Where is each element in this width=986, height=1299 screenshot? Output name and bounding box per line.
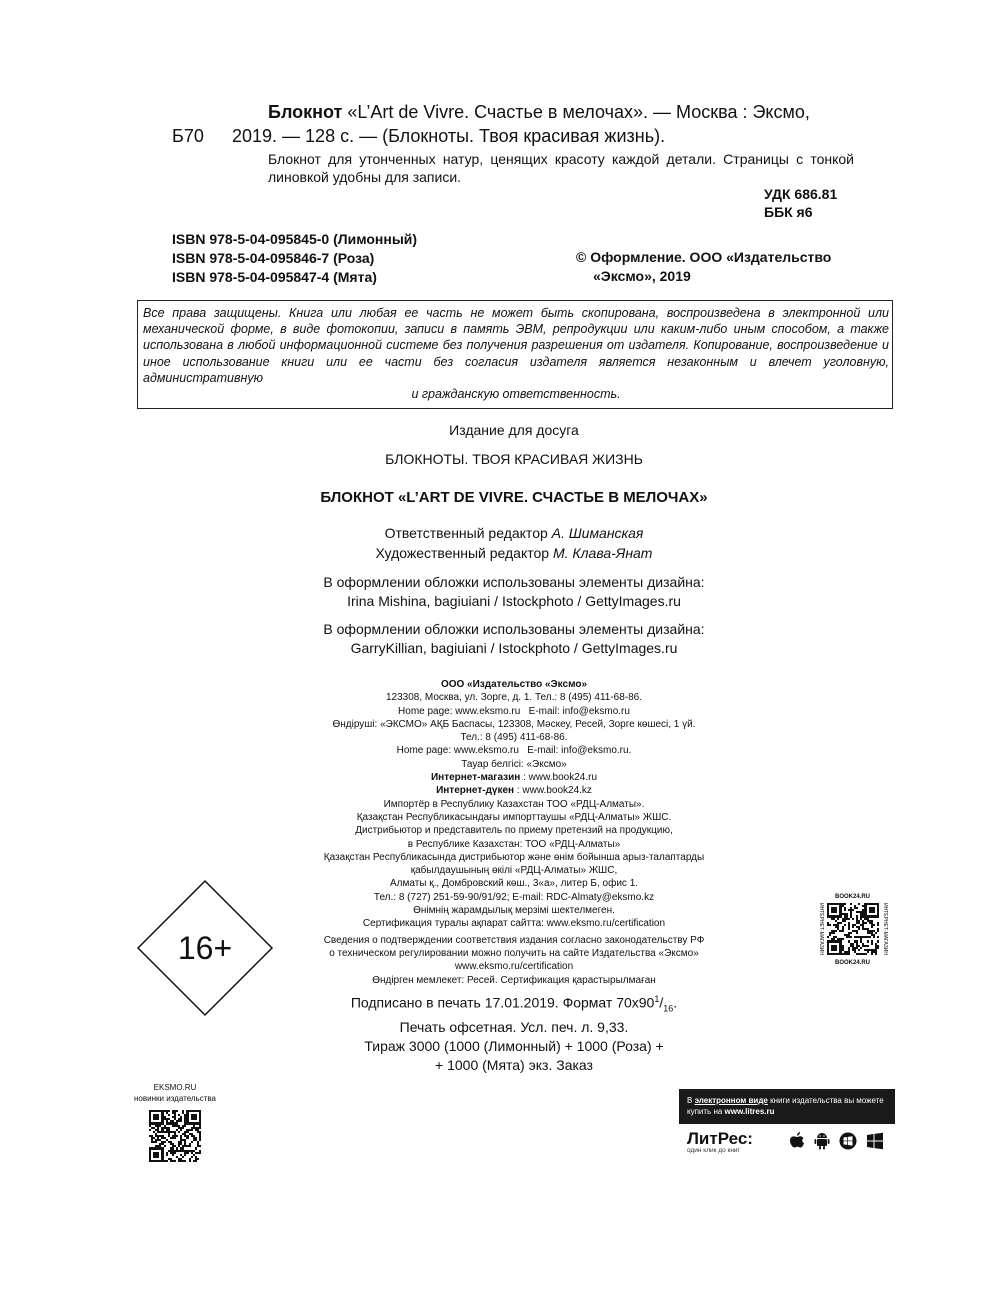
publisher-line: в Республике Казахстан: ТОО «РДЦ-Алматы» <box>407 838 621 850</box>
litres-banner[interactable] <box>679 1089 895 1161</box>
book-title-rest: «L’Art de Vivre. Счастье в мелочах». — Москва : Эксмо, <box>342 102 810 122</box>
responsible-editor: Ответственный редактор А. Шиманская <box>384 525 644 541</box>
age-rating-badge <box>135 878 275 1018</box>
publisher-line: Қазақстан Республикасындағы импорттаушы «РДЦ-Алматы» ЖШС. <box>356 811 672 823</box>
windows-icon[interactable] <box>866 1132 884 1150</box>
isbn-lemon: ISBN 978-5-04-095845-0 (Лимонный) <box>172 231 418 247</box>
book-title-bold: Блокнот <box>268 102 343 122</box>
publisher-line: Тел.: 8 (495) 411-68-86. <box>460 732 568 744</box>
editors <box>0 523 986 563</box>
bibliographic-heading <box>268 100 810 124</box>
eksmo-qr-code[interactable] <box>149 1110 201 1162</box>
litres-banner-text: В электронном виде книги издательства вы можете купить на www.litres.ru <box>679 1089 895 1124</box>
eksmo-qr-block <box>130 1082 220 1162</box>
publisher-line: Тел.: 8 (727) 251-59-90/91/92; E-mail: RDC-Almaty@eksmo.kz <box>373 891 655 903</box>
art-editor: Художественный редактор М. Клава-Янат <box>375 545 653 561</box>
bbk-code: ББК я6 <box>764 204 813 220</box>
book-title: БЛОКНОТ «L’ART DE VIVRE. СЧАСТЬЕ В МЕЛОЧАХ» <box>320 489 708 506</box>
publisher-line: 123308, Москва, ул. Зорге, д. 1. Тел.: 8 (495) 411-68-86. <box>385 692 643 704</box>
publisher-line: Өндірген мемлекет: Ресей. Сертификация қарастырылмаған <box>372 974 656 986</box>
age-rating-text: 16+ <box>177 930 233 966</box>
rights-reserved-box <box>137 300 893 409</box>
library-code: Б70 <box>172 126 204 146</box>
publisher-line: Өнімнің жарамдылық мерзімі шектелмеген. <box>413 905 615 917</box>
book24-label-right: ИНТЕРНЕТ-МАГАЗИН <box>882 903 888 955</box>
publisher-line: Home page: www.eksmo.ru E-mail: info@eksmo.ru <box>398 705 630 717</box>
publisher-line: www.eksmo.ru/certification <box>454 961 574 973</box>
design-credits-1: В оформлении обложки использованы элементы дизайна: Irina Mishina, bagiuiani / Istockphoto / GettyImages.ru <box>323 574 705 609</box>
rights-text-last: и гражданскую ответственность. <box>411 387 621 402</box>
windows-phone-icon[interactable] <box>839 1132 857 1150</box>
book24-label-bottom: BOOK24.RU <box>834 960 870 966</box>
isbn-rose: ISBN 978-5-04-095846-7 (Роза) <box>172 250 375 266</box>
eksmo-site: EKSMO.RU <box>153 1083 197 1092</box>
publisher-line: Алматы қ., Домбровский көш., 3«а», литер Б, офис 1. <box>389 878 639 890</box>
print-run-cont: + 1000 (Мята) экз. Заказ <box>435 1057 593 1074</box>
copyright-notice <box>576 248 831 286</box>
isbn-list <box>172 230 417 287</box>
design-credits-2: В оформлении обложки использованы элементы дизайна: GarryKillian, bagiuiani / Istockphoto / GettyImages.ru <box>323 621 705 656</box>
litres-slogan: один клик до книг <box>687 1147 740 1154</box>
edition-type: Издание для досуга <box>449 422 579 438</box>
book24-qr-code[interactable] <box>827 903 879 955</box>
platform-icons <box>789 1132 884 1150</box>
rights-text: Все права защищены. Книга или любая ее часть не может быть скопирована, воспроизведена в электронной или механической форме, в виде фотокопии, записи в память ЭВМ, репродукции или каким-либо иным способом, а также использована в любой информационной системе без получения разрешения от издателя. Копирование, воспроизведение и иное использование книги или ее части без согласия издателя является незаконным и влечет уголовную, административную <box>143 306 889 385</box>
print-type: Печать офсетная. Усл. печ. л. 9,33. <box>399 1019 629 1036</box>
publisher-line: Сертификация туралы ақпарат сайтта: www.eksmo.ru/certification <box>362 918 666 930</box>
print-run: Тираж 3000 (1000 (Лимонный) + 1000 (Роза) + <box>364 1038 664 1055</box>
copyright-line-2: «Эксмо», 2019 <box>593 268 691 284</box>
litres-logo: ЛитРес: <box>687 1129 753 1148</box>
series-name: БЛОКНОТЫ. ТВОЯ КРАСИВАЯ ЖИЗНЬ <box>385 451 643 467</box>
publisher-line: Тауар белгісі: «Эксмо» <box>461 758 567 770</box>
classification <box>764 185 837 221</box>
android-icon[interactable] <box>814 1132 830 1150</box>
isbn-mint: ISBN 978-5-04-095847-4 (Мята) <box>172 269 377 285</box>
book24-label-top: BOOK24.RU <box>834 894 870 900</box>
eksmo-caption: новинки издательства <box>134 1094 216 1103</box>
publisher-line: Өндіруші: «ЭКСМО» АҚБ Баспасы, 123308, Мәскеу, Ресей, Зорге көшесі, 1 үй. <box>332 718 696 730</box>
udk-code: УДК 686.81 <box>764 186 838 202</box>
publisher-line: Дистрибьютор и представитель по приему претензий на продукцию, <box>355 825 673 837</box>
online-shop: Интернет-магазин : www.book24.ru <box>430 772 598 784</box>
apple-icon[interactable] <box>789 1132 805 1150</box>
publisher-line: о техническом регулировании можно получить на сайте Издательства «Эксмо» <box>329 947 699 959</box>
publisher-line: қабылдаушының өкілі «РДЦ-Алматы» ЖШС, <box>410 865 618 877</box>
copyright-line-1: © Оформление. ООО «Издательство <box>576 249 832 265</box>
book24-label-left: ИНТЕРНЕТ-МАГАЗИН <box>818 903 824 955</box>
publisher-line: Сведения о подтверждении соответствия издания согласно законодательству РФ <box>323 934 705 946</box>
online-shop-kz: Интернет-дүкен : www.book24.kz <box>436 785 592 797</box>
annotation: Блокнот для утонченных натур, ценящих красоту каждой детали. Страницы с тонкой линовкой удобны для записи. <box>268 151 854 185</box>
publisher-line: Импортёр в Республику Казахстан ТОО «РДЦ-Алматы». <box>383 798 645 810</box>
publisher-line: Home page: www.eksmo.ru E-mail: info@eksmo.ru. <box>396 745 632 757</box>
publisher-line: Қазақстан Республикасында дистрибьютор және өнім бойынша арыз-талаптарды <box>323 851 705 863</box>
bibliographic-line-2: 2019. — 128 с. — (Блокноты. Твоя красивая жизнь). <box>232 126 666 146</box>
book24-qr-block <box>815 894 890 974</box>
print-signed: Подписано в печать 17.01.2019. Формат $70x90^1/_{16}$. <box>350 994 678 1014</box>
publisher-name: ООО «Издательство «Эксмо» <box>440 679 588 690</box>
